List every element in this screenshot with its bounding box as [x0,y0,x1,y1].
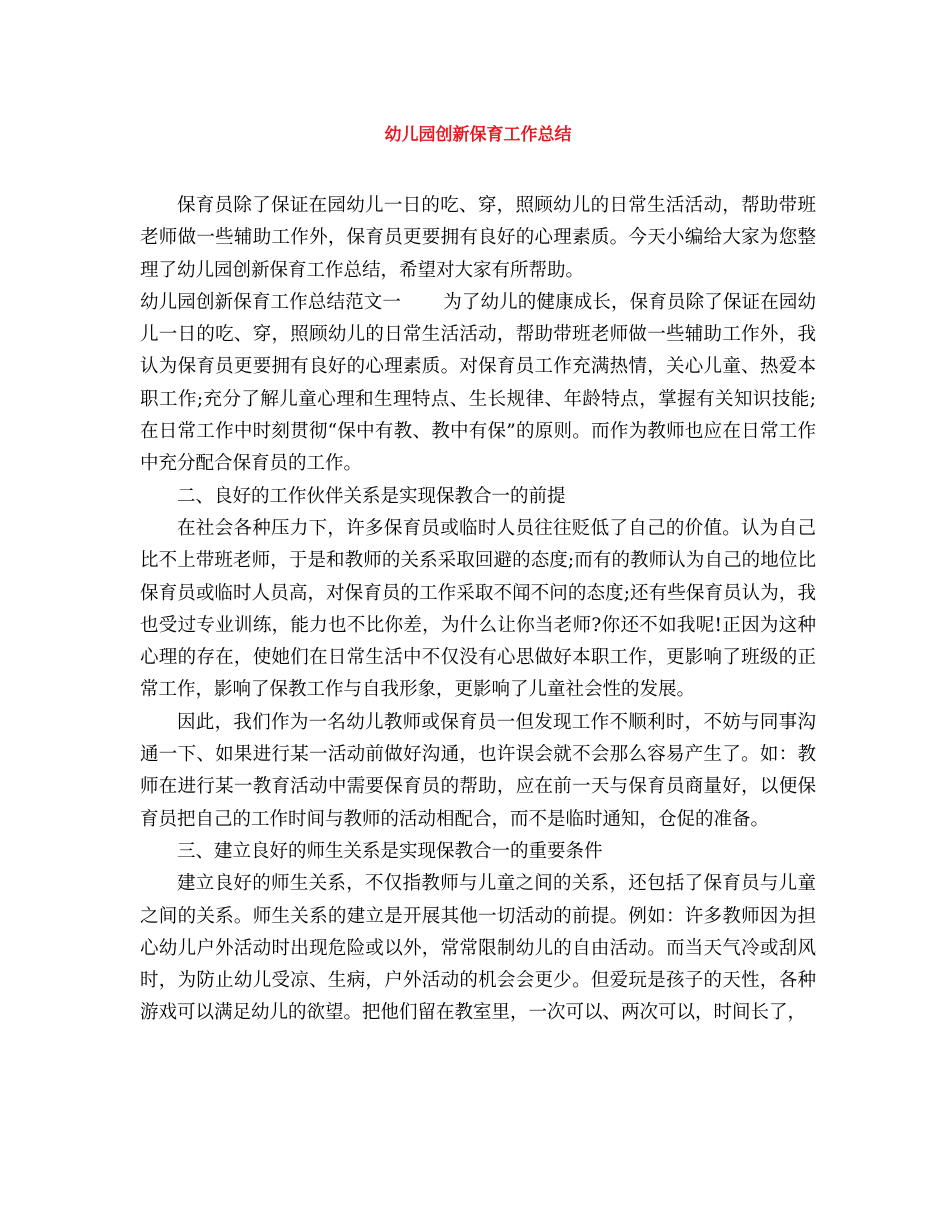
document-body [140,190,816,1030]
paragraph-partnership: 在社会各种压力下，许多保育员或临时人员往往贬低了自己的价值。认为自己比不上带班老师，于是和教师的关系采取回避的态度;而有的教师认为自己的地位比保育员或临时人员高，对保育员的工作采取不闻不问的态度;还有些保育员认为，我也受过专业训练，能力也不比你差，为什么让你当老师?你还不如我呢!正因为这种心理的存在，使她们在日常生活中不仅没有心思做好本职工作，更影响了班级的正常工作，影响了保教工作与自我形象，更影响了儿童社会性的发展。 [140,517,816,701]
paragraph-communication: 因此，我们作为一名幼儿教师或保育员一但发现工作不顺利时，不妨与同事沟通一下、如果进行某一活动前做好沟通，也许误会就不会那么容易产生了。如：教师在进行某一教育活动中需要保育员的帮助，应在前一天与保育员商量好，以便保育员把自己的工作时间与教师的活动相配合，而不是临时通知，仓促的准备。 [140,711,816,830]
section-heading-two: 二、良好的工作伙伴关系是实现保教合一的前提 [177,485,566,507]
paragraph-sample-one [140,287,816,481]
section-heading-three: 三、建立良好的师生关系是实现保教合一的重要条件 [177,840,603,862]
paragraph-intro: 保育员除了保证在园幼儿一日的吃、穿，照顾幼儿的日常生活活动，帮助带班老师做一些辅助工作外，保育员更要拥有良好的心理素质。今天小编给大家为您整理了幼儿园创新保育工作总结，希望对大家有所帮助。 [140,195,816,281]
paragraph-sample-one-text: 为了幼儿的健康成长，保育员除了保证在园幼儿一日的吃、穿，照顾幼儿的日常生活活动，帮助带班老师做一些辅助工作外，我认为保育员更要拥有良好的心理素质。对保育员工作充满热情，关心儿童、热爱本职工作;充分了解儿童心理和生理特点、生长规律、年龄特点，掌握有关知识技能;在日常工作中时刻贯彻“保中有教、教中有保”的原则。而作为教师也应在日常工作中充分配合保育员的工作。 [140,291,816,475]
section-heading-sample-one: 幼儿园创新保育工作总结范文一 [140,291,402,313]
paragraph-relationship: 建立良好的师生关系，不仅指教师与儿童之间的关系，还包括了保育员与儿童之间的关系。师生关系的建立是开展其他一切活动的前提。例如：许多教师因为担心幼儿户外活动时出现危险或以外，常常限制幼儿的自由活动。而当天气冷或刮风时，为防止幼儿受凉、生病，户外活动的机会会更少。但爱玩是孩子的天性，各种游戏可以满足幼儿的欲望。把他们留在教室里，一次可以、两次可以，时间长了， [140,873,816,1024]
document-title: 幼儿园创新保育工作总结 [384,125,572,145]
